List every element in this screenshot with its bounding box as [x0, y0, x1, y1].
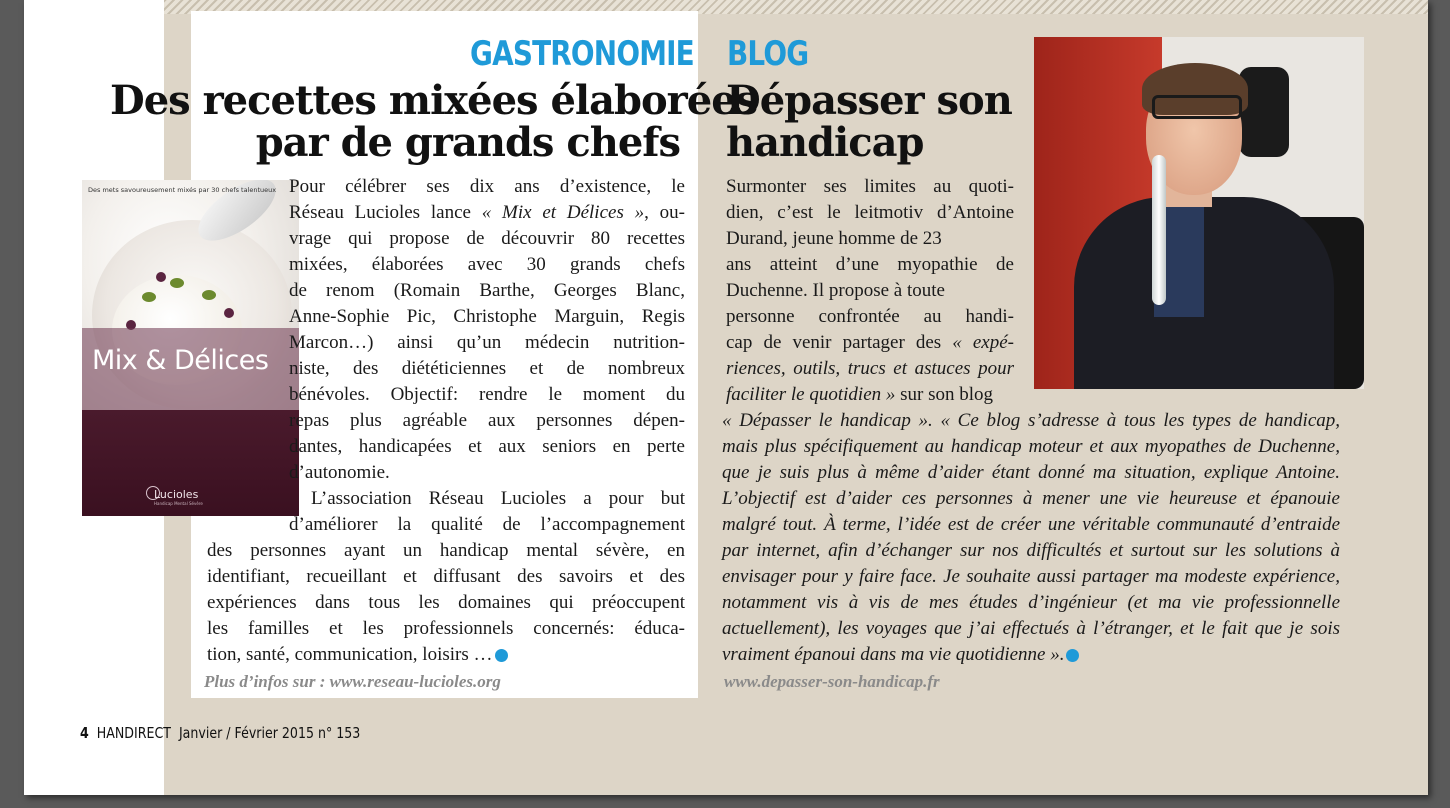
- glasses: [1152, 95, 1242, 119]
- body-line: Anne-Sophie Pic, Christophe Marguin, Regis: [289, 306, 685, 327]
- body-line: expériences dans tous les domaines qui préoccupent: [207, 592, 685, 613]
- body-line: personne confrontée au handi-: [726, 306, 1014, 327]
- garnish-berry: [224, 308, 234, 318]
- body-line: [289, 200, 685, 226]
- quote-line: L’objectif est d’aider ces personnes à mener une vie heureuse et épanouie: [722, 488, 1340, 509]
- body-line: les familles et les professionnels concernés: éduca-: [207, 618, 685, 639]
- quote-line: que je suis plus à même d’aider étant donné ma situation, explique Antoine.: [722, 462, 1340, 483]
- publisher-subtitle: Handicap Mental Sévère: [154, 501, 203, 506]
- quote-line: par internet, afin d’échanger sur nos difficultés et surtout sur les solutions à: [722, 540, 1340, 561]
- body-line: de renom (Romain Barthe, Georges Blanc,: [289, 280, 685, 301]
- body-line: des personnes ayant un handicap mental sévère, en: [207, 540, 685, 561]
- antoine-portrait-photo: [1034, 37, 1364, 389]
- quote-line-text: vraiment épanoui dans ma vie quotidienne ».: [722, 644, 1065, 665]
- publisher-name: Lucioles: [154, 488, 199, 501]
- left-body-wrap: [289, 174, 685, 538]
- body-line: Surmonter ses limites au quoti-: [726, 176, 1014, 197]
- body-line-italic: faciliter le quotidien »: [726, 384, 896, 405]
- right-headline: [726, 77, 1012, 166]
- left-source-link[interactable]: Plus d’infos sur : www.reseau-lucioles.org: [204, 672, 501, 691]
- body-line: mixées, élaborées avec 30 grands chefs: [289, 254, 685, 275]
- garnish-berry: [156, 272, 166, 282]
- left-headline: [110, 77, 758, 166]
- left-headline-line-2: par de grands chefs: [255, 119, 680, 166]
- body-line: [207, 642, 685, 668]
- garnish-leaf: [202, 290, 216, 300]
- quote-line: notamment vis à vis de mes études d’ingénieur (et ma vie professionnelle: [722, 592, 1340, 613]
- quote-line: mais plus spécifiquement au handicap moteur et aux myopathes de Duchenne,: [722, 436, 1340, 457]
- body-line: ans atteint d’une myopathie de: [726, 254, 1014, 275]
- book-cover-image: [82, 180, 299, 516]
- magazine-page: [24, 0, 1428, 795]
- book-title-inline: « Mix et Délices »: [481, 202, 645, 223]
- book-publisher-logo: [154, 488, 203, 506]
- left-kicker: GASTRONOMIE: [470, 34, 694, 74]
- body-line: [726, 382, 1014, 408]
- body-line-italic: riences, outils, trucs et astuces pour: [726, 358, 1014, 379]
- right-source-link[interactable]: www.depasser-son-handicap.fr: [724, 672, 940, 691]
- body-line: repas plus agréable aux personnes dépen-: [289, 410, 685, 431]
- magazine-name: HANDIRECT: [96, 724, 171, 742]
- left-body-full: [207, 538, 685, 668]
- wheelchair-headrest: [1239, 67, 1289, 157]
- body-line: Duchenne. Il propose à toute: [726, 280, 945, 301]
- jacket: [1074, 197, 1334, 389]
- body-line: Durand, jeune homme de 23: [726, 228, 942, 249]
- body-line: Marcon…) ainsi qu’un médecin nutrition-: [289, 332, 685, 353]
- body-line: vrage qui propose de découvrir 80 recettes: [289, 228, 685, 249]
- body-line: Pour célébrer ses dix ans d’existence, le: [289, 176, 685, 197]
- quote-line: malgré tout. À terme, l’idée est de créer une véritable communauté d’entraide: [722, 514, 1340, 535]
- body-line-tail: , ou-: [644, 202, 686, 223]
- body-line: dantes, handicapées et aux seniors en perte: [289, 436, 685, 457]
- body-line: niste, des diététiciennes et de nombreux: [289, 358, 685, 379]
- body-line: bénévoles. Objectif: rendre le moment du: [289, 384, 685, 405]
- quote-line: envisager pour y faire face. Je souhaite aussi partager ma modeste expérience,: [722, 566, 1340, 587]
- garnish-leaf: [170, 278, 184, 288]
- end-mark-icon: [1066, 649, 1079, 662]
- body-line: [726, 330, 1014, 356]
- left-headline-line-1: Des recettes mixées élaborées: [110, 77, 758, 124]
- issue-info: Janvier / Février 2015 n° 153: [178, 724, 361, 742]
- right-kicker: BLOG: [727, 34, 809, 74]
- page-footer: [80, 724, 360, 742]
- book-title: Mix & Délices: [92, 345, 269, 376]
- body-line: L’association Réseau Lucioles a pour but: [311, 488, 685, 509]
- quote-line: actuellement), les voyages que j’ai effectués à l’étranger, et le fait que je sois: [722, 618, 1340, 639]
- body-line-italic: « expé-: [952, 332, 1014, 353]
- body-line-text: cap de venir partager des: [726, 332, 953, 353]
- body-line-text: tion, santé, communication, loisirs …: [207, 644, 493, 665]
- body-line: [726, 356, 1014, 382]
- garnish-leaf: [142, 292, 156, 302]
- body-line: dien, c’est le leitmotiv d’Antoine: [726, 202, 1014, 223]
- end-mark-icon: [495, 649, 508, 662]
- quote-line: « Dépasser le handicap ». « Ce blog s’adresse à tous les types de handicap,: [722, 410, 1340, 431]
- body-line-tail: sur son blog: [895, 384, 994, 405]
- right-headline-line-1: Dépasser son: [726, 77, 1012, 124]
- breathing-tube: [1152, 155, 1166, 305]
- book-tagline: Des mets savoureusement mixés par 30 chefs talentueux: [88, 186, 277, 194]
- right-quote: [722, 408, 1340, 668]
- body-line: identifiant, recueillant et diffusant des savoirs et des: [207, 566, 685, 587]
- page-number: 4: [80, 724, 89, 742]
- body-line: d’améliorer la qualité de l’accompagnement: [289, 514, 685, 535]
- right-body-narrow: [726, 174, 1014, 408]
- quote-line: [722, 642, 1340, 668]
- body-line-text: Réseau Lucioles lance: [289, 202, 482, 223]
- body-line: d’autonomie.: [289, 462, 390, 483]
- right-headline-line-2: handicap: [726, 119, 924, 166]
